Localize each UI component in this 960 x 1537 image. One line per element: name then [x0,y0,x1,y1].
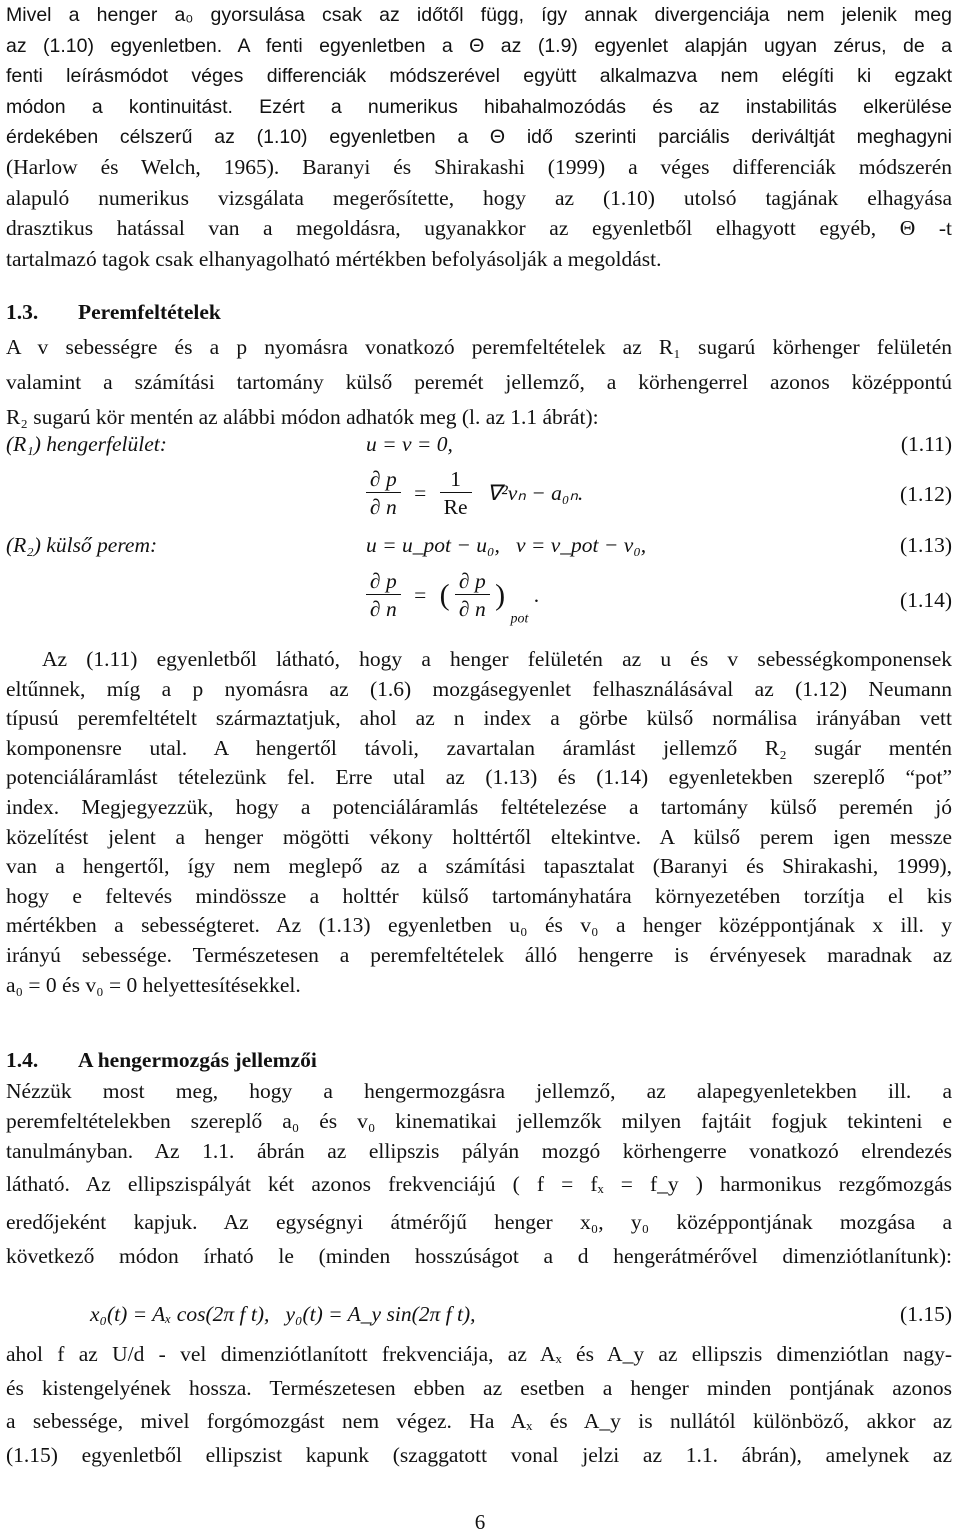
text-line: drasztikus hatással van a megoldásra, ugyanakkor az egyenletből elhagyott egyéb, Θ -t [6,216,952,240]
intro-paragraph-cont [6,152,952,274]
text-line: index. Megjegyezzük, hogy a potenciáláramlás feltételezése a tartomány külső peremén jó [6,794,952,819]
equation-1-12 [6,466,952,526]
equation-number: (1.14) [900,588,952,612]
equation-number: (1.11) [900,432,952,456]
text-line: van a hengertől, így nem meglepő az a számítási tapasztalat (Baranyi és Shirakashi, 1999), [6,854,952,879]
section-heading-1-3 [6,297,221,327]
text-line: eredőjeként kapjuk. Az egységnyi átmérőjű henger x₀, y₀ középpontjának mozgása a [6,1209,952,1234]
fraction-one-over-re [440,466,472,521]
text-line: a₀ = 0 és v₀ = 0 helyettesítésekkel. [6,972,301,997]
left-paren: ( [439,578,450,612]
text-line: valamint a számítási tartomány külső peremét jellemző, a körhengerrel azonos középpontú [6,370,952,394]
fraction-dp-dn-pot [455,568,490,623]
numerator: 1 [440,466,472,493]
text-line: (1.15) egyenletből ellipszist kapunk (szaggatott vonal jelzi az 1.1. ábrán), amelynek az [6,1442,952,1467]
section-1-3-text [6,330,952,435]
text-line: közelítést jelent a henger mögötti vékony holttértől eltekintve. A külső perem igen messze [6,824,952,849]
denominator: ∂ n [370,495,397,519]
text-line: mértékben a sebességteret. Az (1.13) egyenletben u₀ és v₀ a henger középpontjának x ill. y [6,913,952,938]
equation-label: (R₂) külső perem: [6,533,158,557]
text-line: és kistengelyének hossza. Természetesen ebben az esetben a henger minden pontjának azonos [6,1375,952,1400]
section-title: A hengermozgás jellemzői [78,1048,317,1072]
text-line: ahol f az U/d - vel dimenziótlanított frekvenciája, az Aₓ és A_y az ellipszis dimenziótlan nagy- [6,1342,952,1366]
denominator: ∂ n [459,597,486,621]
text-line: következő módon írható le (minden hosszúságot a d hengerátmérővel dimenziótlanítunk): [6,1244,952,1269]
equation-formula: u = v = 0, [366,432,453,456]
right-paren: ) [495,578,506,612]
subscript-pot: pot [510,611,529,627]
equals-sign: = [414,481,427,505]
text-line: fenti leírásmódot véges differenciák módszerével együtt alkalmazva nem elégíti ki egzakt [6,65,952,87]
intro-paragraph [6,0,952,153]
text-line: A v sebességre és a p nyomásra vonatkozó peremfeltételek az R₁ sugarú körhenger felületén [6,335,952,359]
text-line: típusú peremfeltételt származtatjuk, ahol az n index a görbe külső normálisa irányában vett [6,706,952,731]
equation-label: (R₁) hengerfelület: [6,432,167,456]
fraction-dp-dn [366,466,401,521]
equation-formula: x₀(t) = Aₓ cos(2π f t), y₀(t) = A_y sin(2π f t), [90,1302,476,1326]
equation-rest: ∇²vₙ − a₀ₙ. [486,481,584,505]
text-line: Nézzük most meg, hogy a hengermozgásra jellemző, az alapegyenletekben ill. a [6,1079,952,1103]
section-heading-1-4 [6,1045,317,1075]
text-line: (Harlow és Welch, 1965). Baranyi és Shirakashi (1999) a véges differenciák módszerén [6,155,952,179]
equation-number: (1.13) [900,533,952,557]
text-line: komponensre utal. A hengertől távoli, zavartalan áramlást jellemző R₂ sugár mentén [6,735,952,760]
boundary-conditions-paragraph [6,645,952,1000]
numerator: ∂ p [455,568,490,595]
page-number: 6 [474,1510,486,1534]
text-line: Mivel a henger a₀ gyorsulása csak az időtől függ, így annak divergenciája nem jelenik meg [6,4,952,26]
text-line: irányú sebessége. Természetesen a peremfeltételek álló hengerre is érvényesek maradnak az [6,942,952,967]
text-line: peremfeltételekben szereplő a₀ és v₀ kinematikai jellemzők milyen fajtáit fogjuk tekinteni e [6,1109,952,1134]
text-line: látható. Az ellipszispályát két azonos frekvenciájú ( f = fₓ = f_y ) harmonikus rezgőmozgás [6,1171,952,1196]
text-line: R₂ sugarú kör mentén az alábbi módon adhatók meg (l. az 1.1 ábrát): [6,405,599,429]
equation-formula: u = u_pot − u₀, v = v_pot − v₀, [366,533,647,557]
section-number: 1.4. [6,1048,39,1072]
text-line: potenciáláramlást tételezünk fel. Erre utal az (1.13) és (1.14) egyenletekben szereplő “pot” [6,765,952,790]
equation-number: (1.15) [900,1302,952,1326]
text-line: érdekében célszerű az (1.10) egyenletben a Θ idő szerinti parciális deriváltját meghagyni [6,126,952,148]
section-number: 1.3. [6,300,39,324]
denominator: Re [443,495,468,519]
numerator: ∂ p [366,568,401,595]
text-line: módon a kontinuitást. Ezért a numerikus hibahalmozódás és az instabilitás elkerülése [6,95,952,118]
denominator: ∂ n [370,597,397,621]
text-line: alapuló numerikus vizsgálata megerősítette, hogy az (1.10) utolsó tagjának elhagyása [6,185,952,210]
equation-number: (1.12) [900,482,952,506]
section-title: Peremfeltételek [78,300,221,324]
text-line: eltűnnek, míg a p nyomásra az (1.6) mozgásegyenlet felhasználásával az (1.12) Neumann [6,676,952,701]
text-line: tanulmányban. Az 1.1. ábrán az ellipszis pályán mozgó körhengerre vonatkozó elrendezés [6,1139,952,1164]
fraction-dp-dn [366,568,401,623]
text-line: az (1.10) egyenletben. A fenti egyenletben a Θ az (1.9) egyenlet alapján ugyan zérus, de a [6,34,952,57]
equation-1-14: $\frac{\partial p}{\partial n}$ = ( $\frac{\partial p}{\partial n}$ ) $_{pot}$ . (1.14) [6,568,952,638]
text-line: tartalmazó tagok csak elhanyagolható mértékben befolyásolják a megoldást. [6,246,662,271]
equals-sign: = [414,583,427,607]
text-line: a sebessége, mivel forgómozgást nem végez. Ha Aₓ és A_y is nullától különböző, akkor az [6,1409,952,1433]
final-paragraph [6,1338,952,1472]
numerator: ∂ p [366,466,401,493]
text-line: hogy e feltevés mindössze a holttér külső tartományhatára környezetében torzítja el kis [6,883,952,908]
text-line: Az (1.11) egyenletből látható, hogy a henger felületén az u és v sebességkomponensek [42,647,952,671]
section-1-4-text [6,1076,952,1271]
